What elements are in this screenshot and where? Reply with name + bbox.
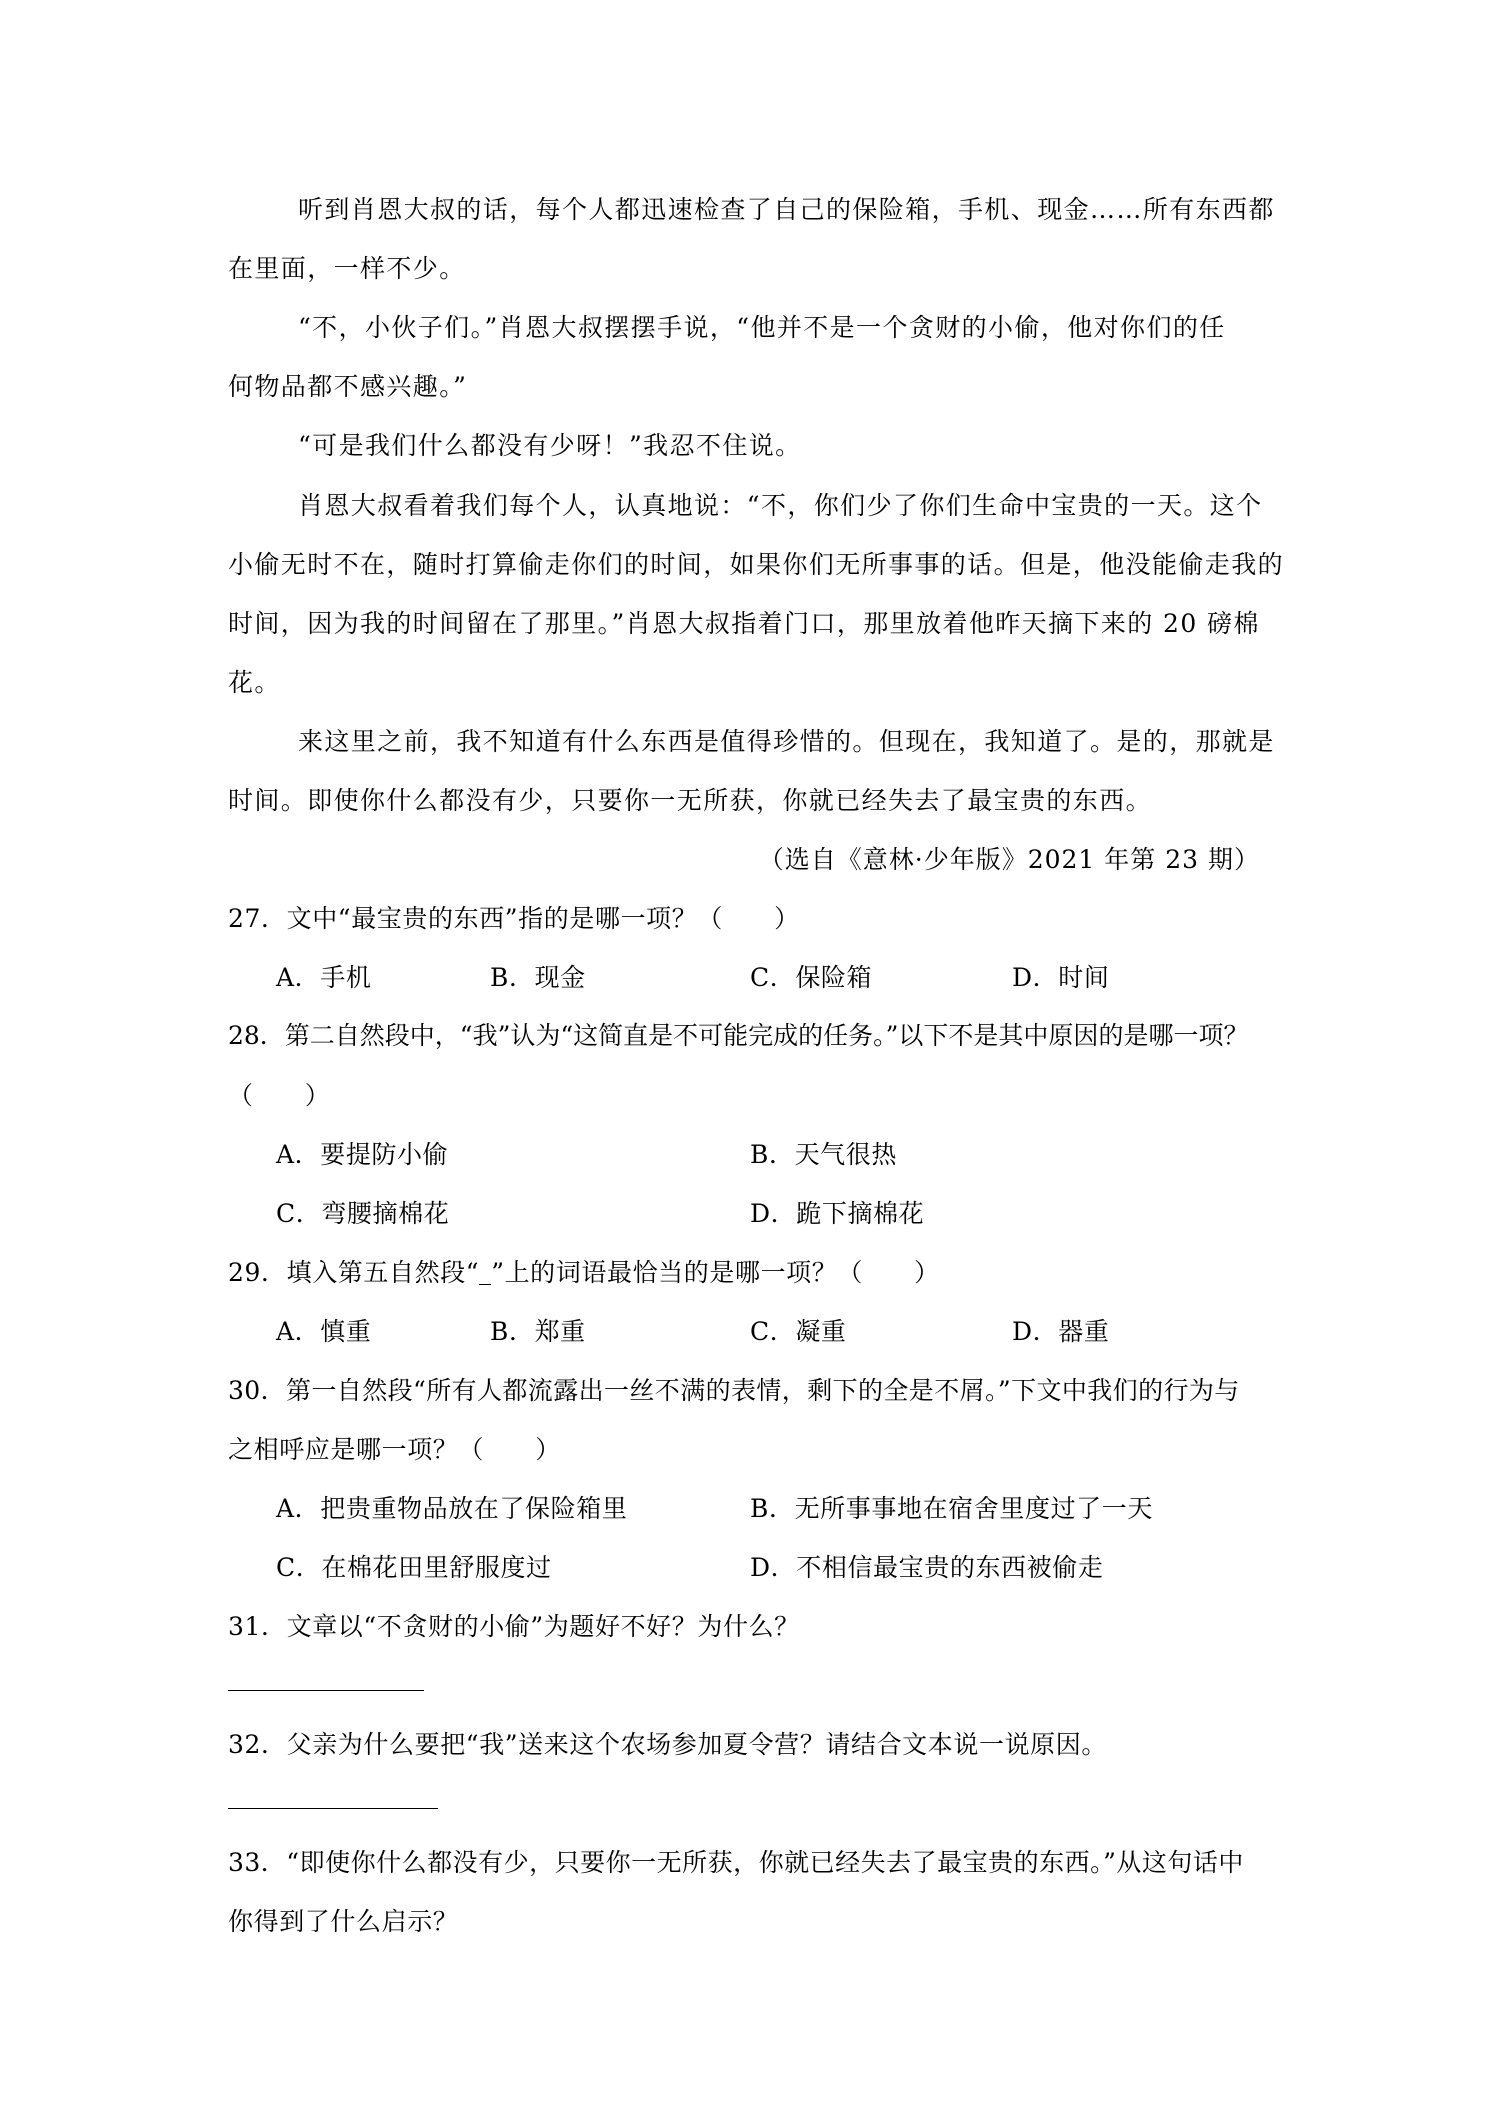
fill-blank-mark: [479, 1262, 491, 1285]
passage-line: 来这里之前，我不知道有什么东西是值得珍惜的。但现在，我知道了。是的，那就是: [298, 727, 1275, 756]
q28-option-d: D．跪下摘棉花: [750, 1199, 925, 1228]
answer-line: [228, 1808, 438, 1809]
question-30-stem: 30．第一自然段“所有人都流露出一丝不满的表情，剩下的全是不屑。”下文中我们的行为与: [228, 1376, 1240, 1405]
question-33-stem: 33．“即使你什么都没有少，只要你一无所获，你就已经失去了最宝贵的东西。”从这句话中: [228, 1848, 1244, 1877]
passage-line: 花。: [228, 668, 281, 697]
q29-option-b: B．郑重: [490, 1317, 586, 1346]
question-32-stem: 32．父亲为什么要把“我”送来这个农场参加夏令营？请结合文本说一说原因。: [228, 1730, 1107, 1759]
q27-option-c: C．保险箱: [750, 963, 873, 992]
question-29-stem: [228, 1255, 940, 1291]
q27-option-d: D．时间: [1012, 963, 1110, 992]
q28-option-a: A．要提防小偷: [276, 1140, 449, 1169]
passage-line: 时间，因为我的时间留在了那里。”肖恩大叔指着门口，那里放着他昨天摘下来的 20 磅棉: [228, 609, 1260, 638]
passage-line: “可是我们什么都没有少呀！”我忍不住说。: [298, 431, 802, 460]
q29-option-a: A．慎重: [276, 1317, 372, 1346]
passage-line: 时间。即使你什么都没有少，只要你一无所获，你就已经失去了最宝贵的东西。: [228, 786, 1153, 815]
passage-source: （选自《意林·少年版》2021 年第 23 期）: [758, 845, 1260, 874]
question-28-stem: 28．第二自然段中，“我”认为“这简直是不可能完成的任务。”以下不是其中原因的是哪一项？: [228, 1021, 1249, 1050]
passage-line: “不，小伙子们。”肖恩大叔摆摆手说，“他并不是一个贪财的小偷，他对你们的任: [298, 313, 1226, 342]
q30-option-d: D．不相信最宝贵的东西被偷走: [750, 1553, 1104, 1582]
question-27-stem: 27．文中“最宝贵的东西”指的是哪一项？（ ）: [228, 904, 800, 933]
passage-line: 在里面，一样不少。: [228, 254, 466, 283]
passage-line: 肖恩大叔看着我们每个人，认真地说：“不，你们少了你们生命中宝贵的一天。这个: [298, 491, 1263, 520]
question-33-stem-cont: 你得到了什么启示？: [228, 1907, 459, 1936]
answer-line: [228, 1690, 424, 1691]
q29-option-d: D．器重: [1012, 1317, 1110, 1346]
passage-line: 何物品都不感兴趣。”: [228, 372, 468, 401]
passage-line: 小偷无时不在，随时打算偷走你们的时间，如果你们无所事事的话。但是，他没能偷走我的: [228, 550, 1285, 579]
question-28-stem-cont: （ ）: [228, 1081, 331, 1110]
question-30-stem-cont: 之相呼应是哪一项？（ ）: [228, 1435, 561, 1464]
passage-line: 听到肖恩大叔的话，每个人都迅速检查了自己的保险箱，手机、现金……所有东西都: [298, 195, 1275, 224]
q30-option-c: C．在棉花田里舒服度过: [276, 1553, 552, 1582]
q27-option-b: B．现金: [490, 963, 586, 992]
q30-option-a: A．把贵重物品放在了保险箱里: [276, 1494, 628, 1523]
q28-option-b: B．天气很热: [750, 1140, 897, 1169]
q28-option-c: C．弯腰摘棉花: [276, 1199, 450, 1228]
q30-option-b: B．无所事事地在宿舍里度过了一天: [750, 1494, 1153, 1523]
question-29-stem-after: ”上的词语最恰当的是哪一项？（ ）: [491, 1258, 940, 1287]
q29-option-c: C．凝重: [750, 1317, 847, 1346]
question-31-stem: 31．文章以“不贪财的小偷”为题好不好？为什么？: [228, 1612, 800, 1641]
question-29-stem-before: 29．填入第五自然段“: [228, 1258, 480, 1287]
q27-option-a: A．手机: [276, 963, 372, 992]
